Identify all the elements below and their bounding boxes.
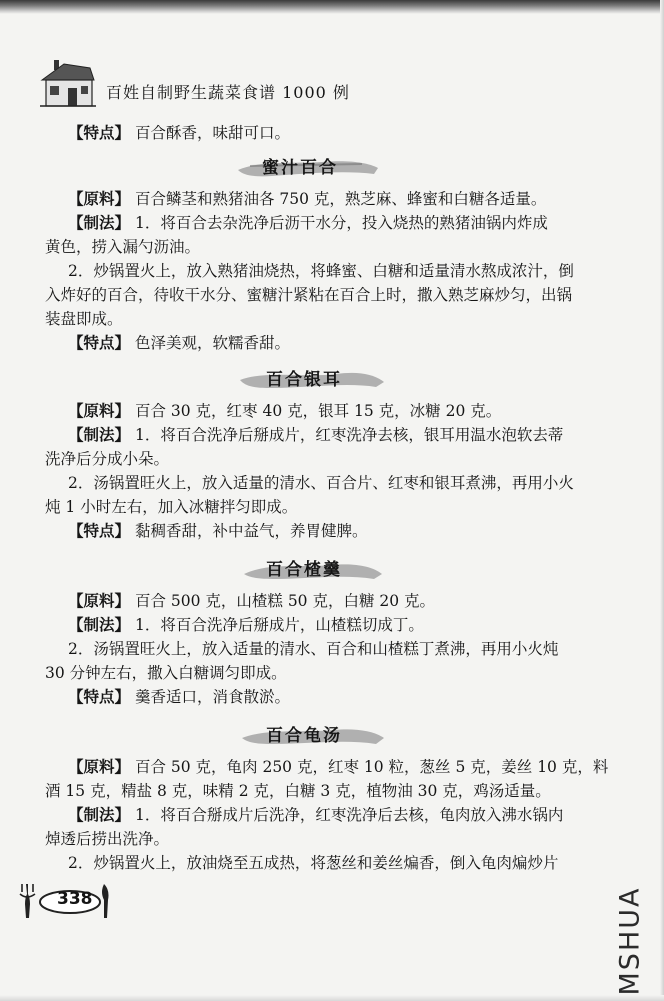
watermark: MSHUA xyxy=(614,886,646,995)
recipe-3-features: 【特点】 羹香适口，消食散淤。 xyxy=(68,688,290,706)
recipe-2-ingredients: 【原料】 百合 30 克，红枣 40 克，银耳 15 克，冰糖 20 克。 xyxy=(68,402,502,420)
recipe-1-features: 【特点】 色泽美观，软糯香甜。 xyxy=(68,334,290,352)
recipe-2-method-line-4: 炖 1 小时左右，加入冰糖拌匀即成。 xyxy=(45,498,298,516)
recipe-heading-1 xyxy=(232,148,382,182)
recipe-1-method-line-1: 【制法】 1．将百合去杂洗净后沥干水分，投入烧热的熟猪油锅内炸成 xyxy=(68,214,548,232)
page-number: 338 xyxy=(57,889,93,909)
carryover-feature-line xyxy=(68,123,290,143)
recipe-1-ingredients: 【原料】 百合鳞茎和熟猪油各 750 克，熟芝麻、蜂蜜和白糖各适量。 xyxy=(68,190,547,208)
recipe-3-ingredients: 【原料】 百合 500 克，山楂糕 50 克，白糖 20 克。 xyxy=(68,592,436,610)
recipe-1-method-line-3: 2．炒锅置火上，放入熟猪油烧热，将蜂蜜、白糖和适量清水熬成浓汁，倒 xyxy=(68,262,574,280)
recipe-2-features: 【特点】 黏稠香甜，补中益气，养胃健脾。 xyxy=(68,522,368,540)
recipe-2-method-line-2: 洗净后分成小朵。 xyxy=(45,450,170,468)
recipe-3-method-line-3: 30 分钟左右，撒入白糖调匀即成。 xyxy=(45,664,287,682)
recipe-1-method-line-2: 黄色，捞入漏勺沥油。 xyxy=(45,238,201,256)
page-top-edge xyxy=(0,0,664,14)
recipe-title-4: 百合龟汤 xyxy=(266,726,342,746)
recipe-1-method-line-5: 装盘即成。 xyxy=(45,310,123,328)
house-icon xyxy=(40,58,96,108)
carryover-feature-text: 百合酥香，味甜可口。 xyxy=(134,124,290,142)
page-right-edge xyxy=(660,0,664,1001)
recipe-4-method-line-1: 【制法】 1．将百合掰成片后洗净，红枣洗净后去核，龟肉放入沸水锅内 xyxy=(68,806,564,824)
page-bottom-edge xyxy=(0,995,664,1001)
features-label: 【特点】 xyxy=(68,124,131,142)
recipe-4-method-line-2: 焯透后捞出洗净。 xyxy=(45,830,170,848)
recipe-2-method-line-1: 【制法】 1．将百合洗净后掰成片，红枣洗净去核，银耳用温水泡软去蒂 xyxy=(68,426,564,444)
recipe-3-method-line-2: 2．汤锅置旺火上，放入适量的清水、百合和山楂糕丁煮沸，再用小火炖 xyxy=(68,640,559,658)
recipe-title-1: 蜜汁百合 xyxy=(262,158,338,178)
recipe-4-method-line-3: 2．炒锅置火上，放油烧至五成热，将葱丝和姜丝煸香，倒入龟肉煸炒片 xyxy=(68,854,559,872)
recipe-heading-4 xyxy=(236,716,386,750)
running-header-title: 百姓自制野生蔬菜食谱 1000 例 xyxy=(106,83,350,102)
recipe-heading-3 xyxy=(236,550,386,584)
recipe-title-2: 百合银耳 xyxy=(266,370,342,390)
recipe-3-method-line-1: 【制法】 1．将百合洗净后掰成片，山楂糕切成丁。 xyxy=(68,616,424,634)
recipe-4-ingredients-line-1: 【原料】 百合 50 克，龟肉 250 克，红枣 10 粒，葱丝 5 克，姜丝 10 克，料 xyxy=(68,758,609,776)
recipe-1-method-line-4: 入炸好的百合，待收干水分、蜜糖汁紧粘在百合上时，撒入熟芝麻炒匀，出锅 xyxy=(45,286,573,304)
recipe-heading-2 xyxy=(236,360,386,394)
recipe-4-ingredients-line-2: 酒 15 克，精盐 8 克，味精 2 克，白糖 3 克，植物油 30 克，鸡汤适量。 xyxy=(45,782,551,800)
recipe-2-method-line-3: 2．汤锅置旺火上，放入适量的清水、百合片、红枣和银耳煮沸，再用小火 xyxy=(68,474,574,492)
recipe-title-3: 百合楂羹 xyxy=(266,560,342,580)
